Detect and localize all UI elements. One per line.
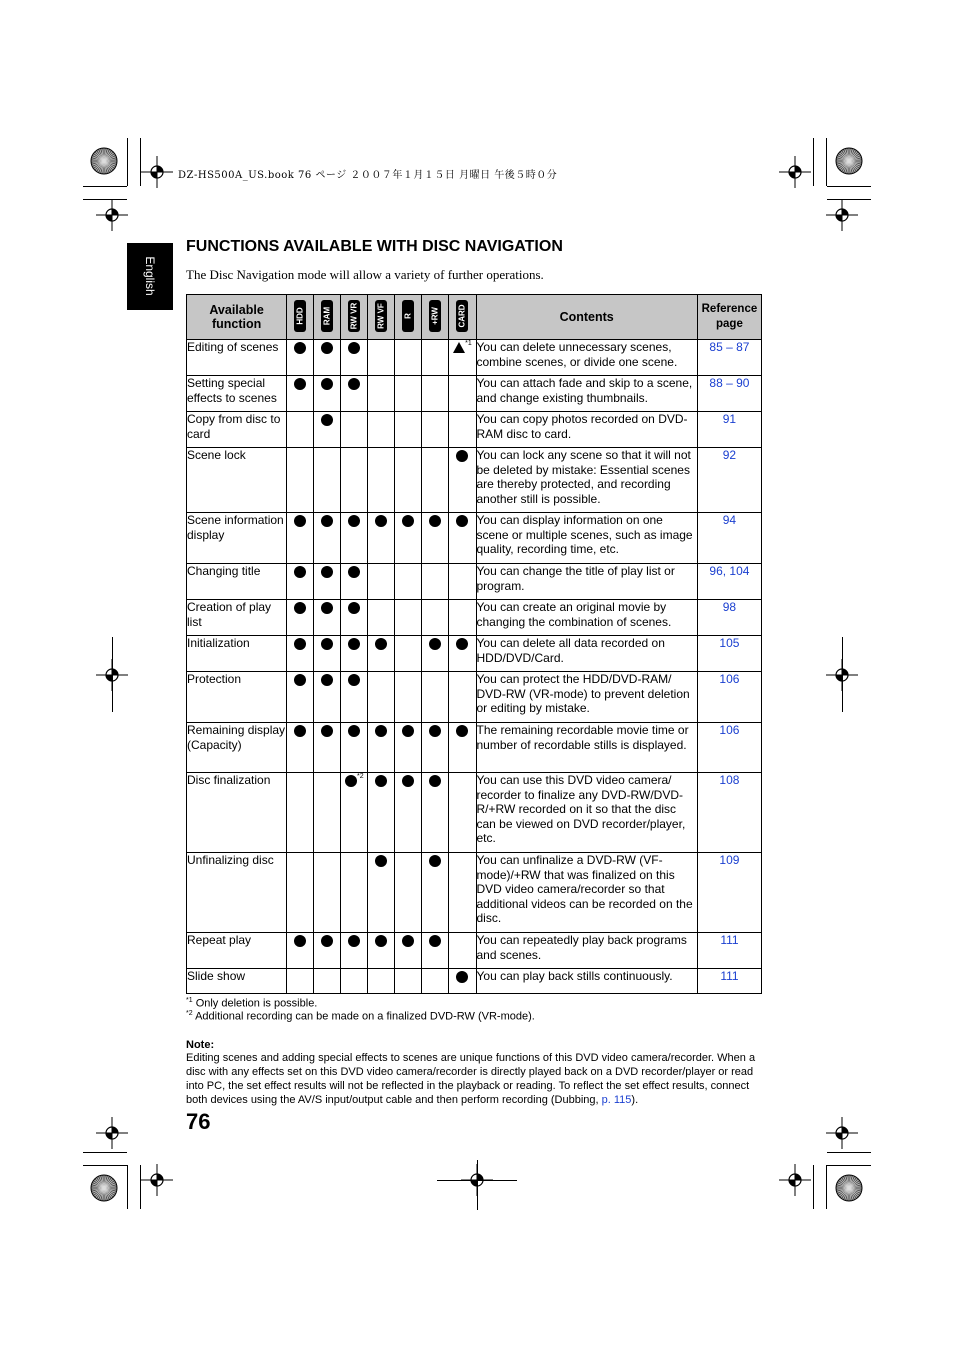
support-cell-r bbox=[395, 636, 422, 672]
supported-dot-icon bbox=[321, 414, 333, 426]
header-media-rw-vf: RW VF bbox=[368, 295, 395, 340]
function-name: Changing title bbox=[187, 564, 287, 600]
table-row bbox=[187, 600, 762, 636]
support-cell-ram bbox=[314, 672, 341, 723]
supported-dot-icon bbox=[429, 775, 441, 787]
support-cell-ram bbox=[314, 969, 341, 994]
support-cell-r bbox=[395, 723, 422, 773]
reference-page-link[interactable]: 88 – 90 bbox=[697, 376, 761, 412]
support-cell-rw-vr bbox=[341, 513, 368, 564]
page-115-link[interactable]: p. 115 bbox=[601, 1094, 632, 1106]
reference-page-link[interactable]: 96, 104 bbox=[697, 564, 761, 600]
support-cell-rw-vr bbox=[341, 636, 368, 672]
table-row bbox=[187, 412, 762, 448]
supported-dot-icon bbox=[402, 935, 414, 947]
reference-page-link[interactable]: 106 bbox=[697, 723, 761, 773]
function-contents: You can protect the HDD/DVD-RAM/ DVD-RW (VR-mode) to prevent deletion or editing by mistake. bbox=[476, 672, 697, 723]
support-cell-plus-rw bbox=[422, 448, 449, 513]
support-cell-r bbox=[395, 564, 422, 600]
support-cell-rw-vf bbox=[368, 564, 395, 600]
supported-dot-icon bbox=[294, 674, 306, 686]
support-cell-rw-vf bbox=[368, 969, 395, 994]
crop-line bbox=[477, 1160, 478, 1210]
support-cell-r bbox=[395, 853, 422, 933]
table-row bbox=[187, 773, 762, 853]
supported-dot-icon bbox=[456, 450, 468, 462]
supported-dot-icon bbox=[321, 342, 333, 354]
section-intro: The Disc Navigation mode will allow a variety of further operations. bbox=[186, 267, 544, 282]
reference-page-link[interactable]: 105 bbox=[697, 636, 761, 672]
support-cell-ram bbox=[314, 600, 341, 636]
function-contents: You can attach fade and skip to a scene, and change existing thumbnails. bbox=[476, 376, 697, 412]
reference-page-link[interactable]: 111 bbox=[697, 969, 761, 994]
support-cell-hdd bbox=[287, 564, 314, 600]
function-name: Unfinalizing disc bbox=[187, 853, 287, 933]
function-contents: You can create an original movie by changing the combination of scenes. bbox=[476, 600, 697, 636]
supported-dot-icon bbox=[429, 725, 441, 737]
support-cell-plus-rw bbox=[422, 969, 449, 994]
language-tab-label: English bbox=[143, 256, 157, 296]
support-cell-rw-vf bbox=[368, 933, 395, 969]
support-cell-ram bbox=[314, 376, 341, 412]
support-cell-hdd bbox=[287, 636, 314, 672]
registration-crosshair-icon bbox=[826, 199, 858, 231]
support-cell-r bbox=[395, 513, 422, 564]
crop-line bbox=[827, 199, 871, 200]
header-media-ram: RAM bbox=[314, 295, 341, 340]
reference-page-link[interactable]: 109 bbox=[697, 853, 761, 933]
support-cell-hdd bbox=[287, 933, 314, 969]
supported-dot-icon bbox=[375, 725, 387, 737]
support-cell-card bbox=[449, 723, 476, 773]
supported-dot-icon bbox=[294, 515, 306, 527]
registration-crosshair-icon bbox=[141, 156, 173, 188]
support-cell-card bbox=[449, 636, 476, 672]
support-cell-rw-vf bbox=[368, 376, 395, 412]
support-cell-plus-rw bbox=[422, 340, 449, 376]
header-media-card: CARD bbox=[449, 295, 476, 340]
function-name: Copy from disc to card bbox=[187, 412, 287, 448]
support-cell-r bbox=[395, 412, 422, 448]
function-contents: You can change the title of play list or program. bbox=[476, 564, 697, 600]
support-cell-ram bbox=[314, 723, 341, 773]
table-row bbox=[187, 969, 762, 994]
support-cell-r bbox=[395, 933, 422, 969]
support-cell-rw-vr bbox=[341, 600, 368, 636]
support-cell-hdd bbox=[287, 969, 314, 994]
registration-starburst-icon bbox=[835, 1174, 863, 1202]
support-cell-card bbox=[449, 564, 476, 600]
supported-dot-icon bbox=[321, 602, 333, 614]
support-cell-rw-vf bbox=[368, 672, 395, 723]
support-cell-ram bbox=[314, 513, 341, 564]
reference-page-link[interactable]: 85 – 87 bbox=[697, 340, 761, 376]
note-title: Note: bbox=[186, 1039, 215, 1051]
support-cell-hdd bbox=[287, 376, 314, 412]
reference-page-link[interactable]: 108 bbox=[697, 773, 761, 853]
supported-dot-icon bbox=[348, 674, 360, 686]
function-contents: The remaining recordable movie time or number of recordable stills is displayed. bbox=[476, 723, 697, 773]
support-cell-plus-rw bbox=[422, 636, 449, 672]
reference-page-link[interactable]: 111 bbox=[697, 933, 761, 969]
crop-line bbox=[827, 186, 871, 187]
footnote-1: $^{*1}$ Only deletion is possible. bbox=[186, 997, 318, 1010]
support-cell-rw-vr bbox=[341, 723, 368, 773]
table-row bbox=[187, 513, 762, 564]
note-body: Editing scenes and adding special effects to scenes are unique functions of this DVD video camera/recorder. When a disc with any effects set on this DVD video camera/recorder is directly played back on a DVD recorder/player or read into PC, the set effect results will not be reflected in the playback or reading. To reflect the set effect results, connect both devices using the AV/S input/output cable and then perform recording (Dubbing, p. 115). bbox=[186, 1052, 756, 1106]
support-cell-card bbox=[449, 376, 476, 412]
support-cell-rw-vf bbox=[368, 412, 395, 448]
supported-dot-icon bbox=[375, 515, 387, 527]
support-cell-hdd bbox=[287, 853, 314, 933]
table-row bbox=[187, 564, 762, 600]
supported-dot-icon bbox=[348, 378, 360, 390]
crop-line bbox=[827, 1152, 871, 1153]
support-cell-rw-vr bbox=[341, 853, 368, 933]
support-cell-plus-rw bbox=[422, 600, 449, 636]
support-cell-hdd bbox=[287, 773, 314, 853]
function-name: Scene information display bbox=[187, 513, 287, 564]
registration-starburst-icon bbox=[835, 147, 863, 175]
support-cell-hdd bbox=[287, 412, 314, 448]
table-row bbox=[187, 853, 762, 933]
support-cell-r bbox=[395, 969, 422, 994]
crop-line bbox=[826, 138, 827, 186]
support-cell-card bbox=[449, 672, 476, 723]
supported-dot-icon bbox=[429, 638, 441, 650]
support-cell-ram bbox=[314, 340, 341, 376]
support-cell-card bbox=[449, 933, 476, 969]
function-name: Slide show bbox=[187, 969, 287, 994]
crop-line bbox=[437, 1180, 517, 1181]
support-cell-plus-rw bbox=[422, 513, 449, 564]
supported-dot-icon bbox=[348, 935, 360, 947]
support-cell-r bbox=[395, 773, 422, 853]
support-cell-card bbox=[449, 412, 476, 448]
header-available-function: Available function bbox=[187, 295, 287, 340]
support-cell-rw-vf bbox=[368, 340, 395, 376]
support-cell-plus-rw bbox=[422, 773, 449, 853]
supported-dot-icon bbox=[348, 342, 360, 354]
function-name: Initialization bbox=[187, 636, 287, 672]
supported-dot-icon bbox=[402, 515, 414, 527]
header-reference-page: Reference page bbox=[697, 295, 761, 340]
support-cell-plus-rw bbox=[422, 376, 449, 412]
crop-line bbox=[127, 1165, 128, 1209]
reference-page-link[interactable]: 92 bbox=[697, 448, 761, 513]
function-contents: You can use this DVD video camera/ recorder to finalize any DVD-RW/DVD-R/+RW recorded on it so that the disc can be viewed on DVD recorder/player, etc. bbox=[476, 773, 697, 853]
partial-support-triangle-icon bbox=[453, 342, 465, 353]
support-cell-hdd bbox=[287, 723, 314, 773]
supported-dot-icon bbox=[294, 378, 306, 390]
functions-table bbox=[186, 294, 762, 994]
function-contents: You can copy photos recorded on DVD-RAM disc to card. bbox=[476, 412, 697, 448]
crop-line bbox=[813, 138, 814, 186]
supported-dot-icon bbox=[294, 638, 306, 650]
crop-line bbox=[813, 1165, 814, 1209]
support-cell-rw-vr bbox=[341, 448, 368, 513]
supported-dot-icon bbox=[456, 725, 468, 737]
support-cell-rw-vr bbox=[341, 969, 368, 994]
header-contents: Contents bbox=[476, 295, 697, 340]
support-cell-ram bbox=[314, 933, 341, 969]
supported-dot-icon bbox=[348, 515, 360, 527]
table-row bbox=[187, 636, 762, 672]
support-cell-r bbox=[395, 600, 422, 636]
support-cell-hdd bbox=[287, 448, 314, 513]
support-cell-ram bbox=[314, 773, 341, 853]
support-cell-plus-rw bbox=[422, 933, 449, 969]
footnote-marker: *2 bbox=[356, 773, 364, 780]
support-cell-rw-vr bbox=[341, 773, 368, 853]
supported-dot-icon bbox=[429, 935, 441, 947]
support-cell-card bbox=[449, 513, 476, 564]
support-cell-card bbox=[449, 969, 476, 994]
crop-line bbox=[827, 1165, 871, 1166]
table-row bbox=[187, 672, 762, 723]
support-cell-hdd bbox=[287, 600, 314, 636]
support-cell-ram bbox=[314, 564, 341, 600]
support-cell-card bbox=[449, 853, 476, 933]
supported-dot-icon bbox=[294, 725, 306, 737]
support-cell-hdd bbox=[287, 513, 314, 564]
supported-dot-icon bbox=[456, 515, 468, 527]
print-header-line: DZ-HS500A_US.book 76 ページ ２００７年１月１５日 月曜日 午後５時０分 bbox=[178, 170, 558, 181]
support-cell-rw-vr bbox=[341, 340, 368, 376]
table-row bbox=[187, 448, 762, 513]
support-cell-card bbox=[449, 448, 476, 513]
support-cell-plus-rw bbox=[422, 853, 449, 933]
support-cell-rw-vf bbox=[368, 448, 395, 513]
supported-dot-icon bbox=[402, 775, 414, 787]
crop-line bbox=[83, 1152, 127, 1153]
registration-starburst-icon bbox=[90, 1174, 118, 1202]
support-cell-ram bbox=[314, 412, 341, 448]
reference-page-link[interactable]: 106 bbox=[697, 672, 761, 723]
crop-line bbox=[83, 1165, 127, 1166]
support-cell-rw-vf bbox=[368, 513, 395, 564]
supported-dot-icon bbox=[321, 378, 333, 390]
function-name: Editing of scenes bbox=[187, 340, 287, 376]
supported-dot-icon bbox=[348, 566, 360, 578]
supported-dot-icon bbox=[294, 342, 306, 354]
supported-dot-icon bbox=[429, 515, 441, 527]
registration-starburst-icon bbox=[90, 147, 118, 175]
function-name: Remaining display (Capacity) bbox=[187, 723, 287, 773]
function-name: Setting special effects to scenes bbox=[187, 376, 287, 412]
registration-crosshair-icon bbox=[141, 1164, 173, 1196]
supported-dot-icon bbox=[321, 674, 333, 686]
supported-dot-icon bbox=[402, 725, 414, 737]
registration-crosshair-icon bbox=[779, 156, 811, 188]
support-cell-plus-rw bbox=[422, 672, 449, 723]
function-name: Repeat play bbox=[187, 933, 287, 969]
registration-crosshair-icon bbox=[826, 1117, 858, 1149]
supported-dot-icon bbox=[321, 515, 333, 527]
support-cell-r bbox=[395, 448, 422, 513]
registration-crosshair-icon bbox=[96, 1117, 128, 1149]
registration-crosshair-icon bbox=[96, 199, 128, 231]
supported-dot-icon bbox=[321, 725, 333, 737]
supported-dot-icon bbox=[375, 775, 387, 787]
crop-line bbox=[140, 1165, 141, 1209]
header-media-rw-vr: RW VR bbox=[341, 295, 368, 340]
support-cell-ram bbox=[314, 636, 341, 672]
support-cell-rw-vr bbox=[341, 672, 368, 723]
supported-dot-icon bbox=[456, 638, 468, 650]
page-number: 76 bbox=[186, 1109, 211, 1134]
crop-line bbox=[842, 637, 843, 712]
function-name: Protection bbox=[187, 672, 287, 723]
support-cell-card bbox=[449, 600, 476, 636]
support-cell-r bbox=[395, 340, 422, 376]
support-cell-r bbox=[395, 376, 422, 412]
header-media-hdd: HDD bbox=[287, 295, 314, 340]
supported-dot-icon bbox=[348, 638, 360, 650]
supported-dot-icon bbox=[321, 638, 333, 650]
function-contents: You can repeatedly play back programs and scenes. bbox=[476, 933, 697, 969]
support-cell-rw-vf bbox=[368, 853, 395, 933]
function-contents: You can play back stills continuously. bbox=[476, 969, 697, 994]
support-cell-hdd bbox=[287, 672, 314, 723]
support-cell-card bbox=[449, 340, 476, 376]
reference-page-link[interactable]: 91 bbox=[697, 412, 761, 448]
supported-dot-icon bbox=[294, 602, 306, 614]
supported-dot-icon bbox=[348, 725, 360, 737]
support-cell-rw-vr bbox=[341, 412, 368, 448]
support-cell-ram bbox=[314, 448, 341, 513]
function-contents: You can delete unnecessary scenes, combine scenes, or divide one scene. bbox=[476, 340, 697, 376]
support-cell-rw-vr bbox=[341, 376, 368, 412]
supported-dot-icon bbox=[456, 971, 468, 983]
function-name: Creation of play list bbox=[187, 600, 287, 636]
function-name: Scene lock bbox=[187, 448, 287, 513]
supported-dot-icon bbox=[345, 775, 357, 787]
footnote-marker: *1 bbox=[465, 340, 472, 347]
table-row bbox=[187, 723, 762, 773]
header-media-plus-rw: +RW bbox=[422, 295, 449, 340]
footnote-2: $^{*2}$ Additional recording can be made on a finalized DVD-RW (VR-mode). bbox=[186, 1010, 535, 1023]
crop-line bbox=[127, 138, 128, 186]
support-cell-card bbox=[449, 773, 476, 853]
support-cell-rw-vf bbox=[368, 636, 395, 672]
supported-dot-icon bbox=[294, 566, 306, 578]
function-name: Disc finalization bbox=[187, 773, 287, 853]
table-row bbox=[187, 933, 762, 969]
support-cell-hdd bbox=[287, 340, 314, 376]
registration-crosshair-icon bbox=[779, 1164, 811, 1196]
crop-line bbox=[83, 186, 127, 187]
support-cell-r bbox=[395, 672, 422, 723]
support-cell-rw-vr bbox=[341, 933, 368, 969]
support-cell-rw-vr bbox=[341, 564, 368, 600]
support-cell-plus-rw bbox=[422, 564, 449, 600]
function-contents: You can unfinalize a DVD-RW (VF-mode)/+RW that was finalized on this DVD video camera/recorder so that additional videos can be recorded on the disc. bbox=[476, 853, 697, 933]
crop-line bbox=[112, 637, 113, 712]
section-title: FUNCTIONS AVAILABLE WITH DISC NAVIGATION bbox=[186, 238, 563, 255]
support-cell-rw-vf bbox=[368, 773, 395, 853]
language-tab bbox=[127, 243, 173, 310]
function-contents: You can display information on one scene or multiple scenes, such as image quality, recording time, etc. bbox=[476, 513, 697, 564]
supported-dot-icon bbox=[348, 602, 360, 614]
reference-page-link[interactable]: 94 bbox=[697, 513, 761, 564]
supported-dot-icon bbox=[321, 935, 333, 947]
supported-dot-icon bbox=[429, 855, 441, 867]
function-contents: You can lock any scene so that it will not be deleted by mistake: Essential scenes are thereby protected, and recording another still is possible. bbox=[476, 448, 697, 513]
function-contents: You can delete all data recorded on HDD/DVD/Card. bbox=[476, 636, 697, 672]
supported-dot-icon bbox=[375, 855, 387, 867]
support-cell-rw-vf bbox=[368, 723, 395, 773]
crop-line bbox=[83, 199, 127, 200]
support-cell-plus-rw bbox=[422, 723, 449, 773]
crop-line bbox=[140, 138, 141, 186]
supported-dot-icon bbox=[321, 566, 333, 578]
crop-line bbox=[826, 1165, 827, 1209]
table-row bbox=[187, 340, 762, 376]
support-cell-ram bbox=[314, 853, 341, 933]
reference-page-link[interactable]: 98 bbox=[697, 600, 761, 636]
support-cell-rw-vf bbox=[368, 600, 395, 636]
header-media-r: R bbox=[395, 295, 422, 340]
supported-dot-icon bbox=[375, 935, 387, 947]
table-row bbox=[187, 376, 762, 412]
supported-dot-icon bbox=[375, 638, 387, 650]
supported-dot-icon bbox=[294, 935, 306, 947]
support-cell-plus-rw bbox=[422, 412, 449, 448]
